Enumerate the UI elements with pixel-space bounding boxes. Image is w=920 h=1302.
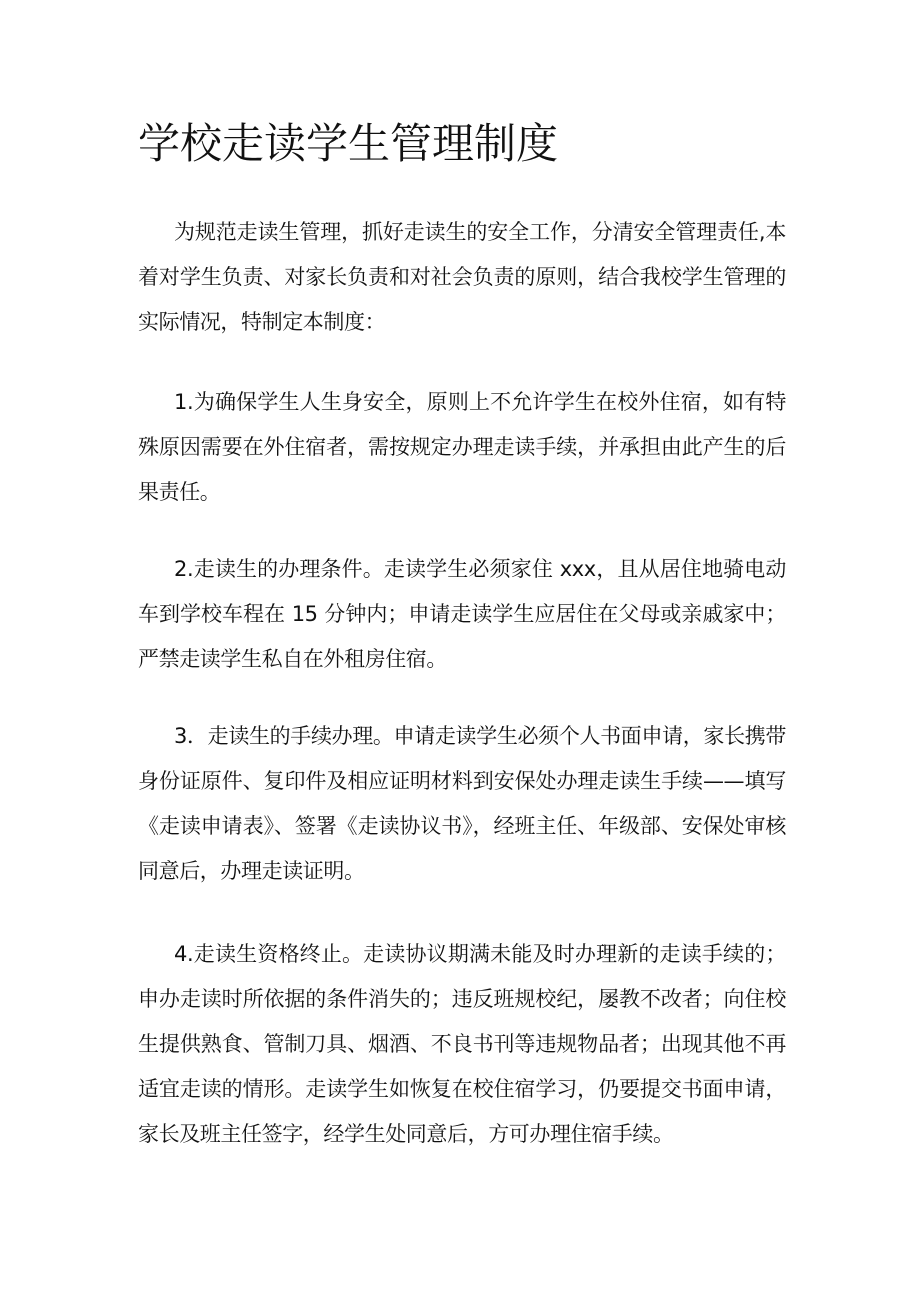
- clause-4-paragraph: 4.走读生资格终止。走读协议期满未能及时办理新的走读手续的；申办走读时所依据的条件消失的；违反班规校纪，屡教不改者；向住校生提供熟食、管制刀具、烟酒、不良书刊等违规物品者；出现其他不再适宜走读的情形。走读学生如恢复在校住宿学习，仍要提交书面申请，家长及班主任签字，经学生处同意后，方可办理住宿手续。: [138, 942, 786, 1146]
- intro-paragraph: 为规范走读生管理，抓好走读生的安全工作，分清安全管理责任,本着对学生负责、对家长负责和对社会负责的原则，结合我校学生管理的实际情况，特制定本制度：: [138, 220, 786, 334]
- clause-1-paragraph: 1.为确保学生人生身安全，原则上不允许学生在校外住宿，如有特殊原因需要在外住宿者，需按规定办理走读手续，并承担由此产生的后果责任。: [138, 390, 786, 504]
- document-title: 学校走读学生管理制度: [138, 119, 559, 168]
- clause-2-paragraph: 2.走读生的办理条件。走读学生必须家住 xxx，且从居住地骑电动车到学校车程在 15 分钟内；申请走读学生应居住在父母或亲戚家中；严禁走读学生私自在外租房住宿。: [138, 557, 786, 671]
- clause-3-paragraph: 3．走读生的手续办理。申请走读学生必须个人书面申请，家长携带身份证原件、复印件及相应证明材料到安保处办理走读生手续——填写《走读申请表》、签署《走读协议书》，经班主任、年级部、安保处审核同意后，办理走读证明。: [138, 724, 786, 883]
